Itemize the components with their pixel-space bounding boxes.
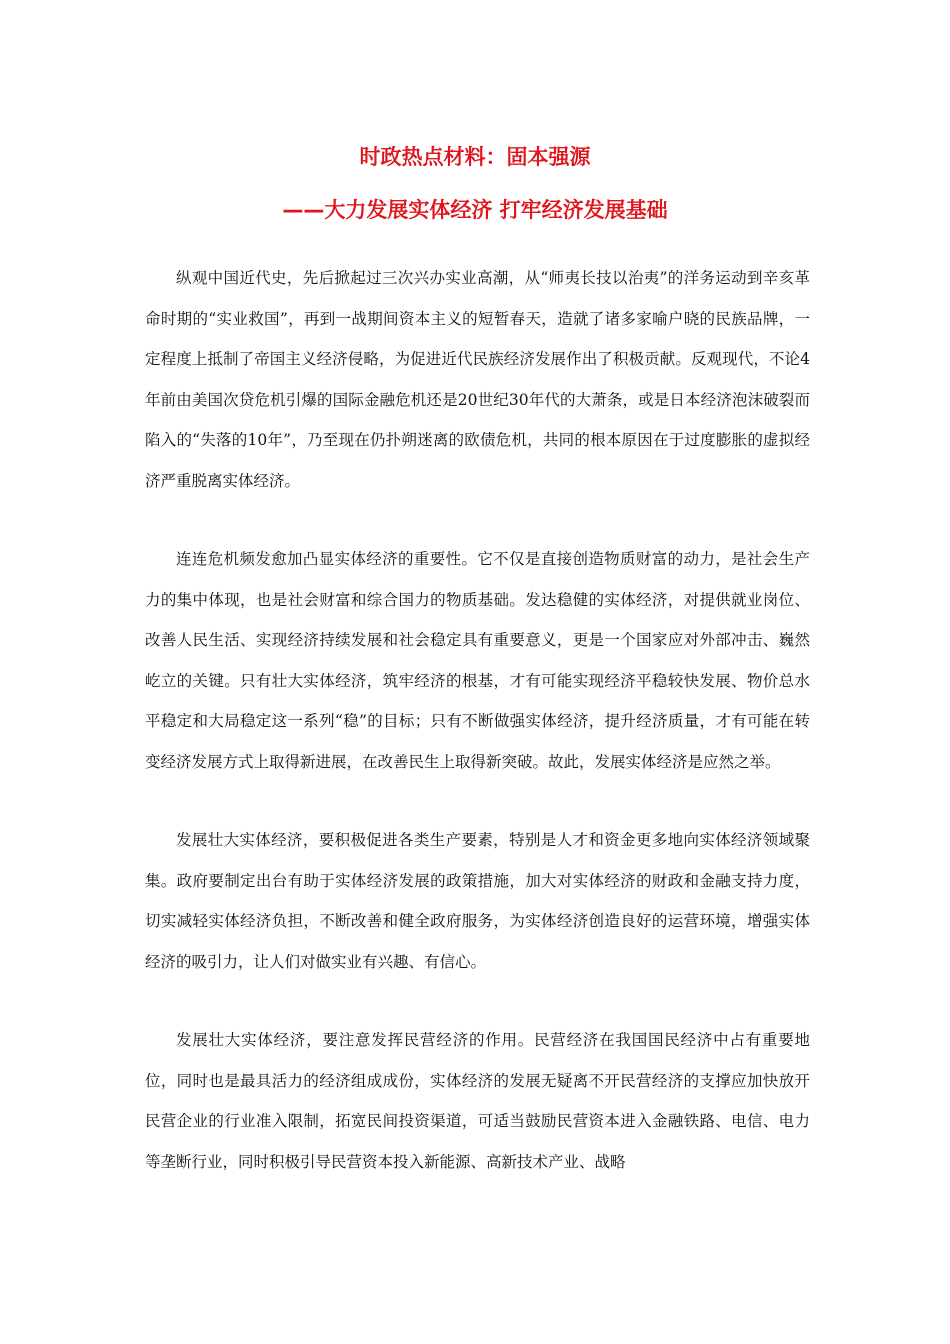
paragraph-2: 连连危机频发愈加凸显实体经济的重要性。它不仅是直接创造物质财富的动力，是社会生产力的集中体现，也是社会财富和综合国力的物质基础。发达稳健的实体经济，对提供就业岗位、改善人民生活、实现经济持续发展和社会稳定具有重要意义，更是一个国家应对外部冲击、巍然屹立的关键。只有壮大实体经济，筑牢经济的根基，才有可能实现经济平稳较快发展、物价总水平稳定和大局稳定这一系列“稳”的目标；只有不断做强实体经济，提升经济质量，才有可能在转变经济发展方式上取得新进展，在改善民生上取得新突破。故此，发展实体经济是应然之举。 [145, 550, 810, 771]
document-body [145, 258, 810, 1220]
document-subtitle: ——大力发展实体经济 打牢经济发展基础 [282, 198, 668, 222]
document-title: 时政热点材料：固本强源 [359, 145, 591, 169]
paragraph-3: 发展壮大实体经济，要积极促进各类生产要素，特别是人才和资金更多地向实体经济领域聚集。政府要制定出台有助于实体经济发展的政策措施，加大对实体经济的财政和金融支持力度，切实减轻实体经济负担，不断改善和健全政府服务，为实体经济创造良好的运营环境，增强实体经济的吸引力，让人们对做实业有兴趣、有信心。 [145, 831, 810, 971]
paragraph-4: 发展壮大实体经济，要注意发挥民营经济的作用。民营经济在我国国民经济中占有重要地位，同时也是最具活力的经济组成成份，实体经济的发展无疑离不开民营经济的支撑应加快放开民营企业的行业准入限制，拓宽民间投资渠道，可适当鼓励民营资本进入金融铁路、电信、电力等垄断行业，同时积极引导民营资本投入新能源、高新技术产业、战略 [145, 1031, 810, 1171]
paragraph-1: 纵观中国近代史，先后掀起过三次兴办实业高潮，从“师夷长技以治夷”的洋务运动到辛亥革命时期的“实业救国”，再到一战期间资本主义的短暂春天，造就了诸多家喻户晓的民族品牌，一定程度上抵制了帝国主义经济侵略，为促进近代民族经济发展作出了积极贡献。反观现代，不论4年前由美国次贷危机引爆的国际金融危机还是20世纪30年代的大萧条，或是日本经济泡沫破裂而陷入的“失落的10年”，乃至现在仍扑朔迷离的欧债危机，共同的根本原因在于过度膨胀的虚拟经济严重脱离实体经济。 [145, 269, 810, 490]
